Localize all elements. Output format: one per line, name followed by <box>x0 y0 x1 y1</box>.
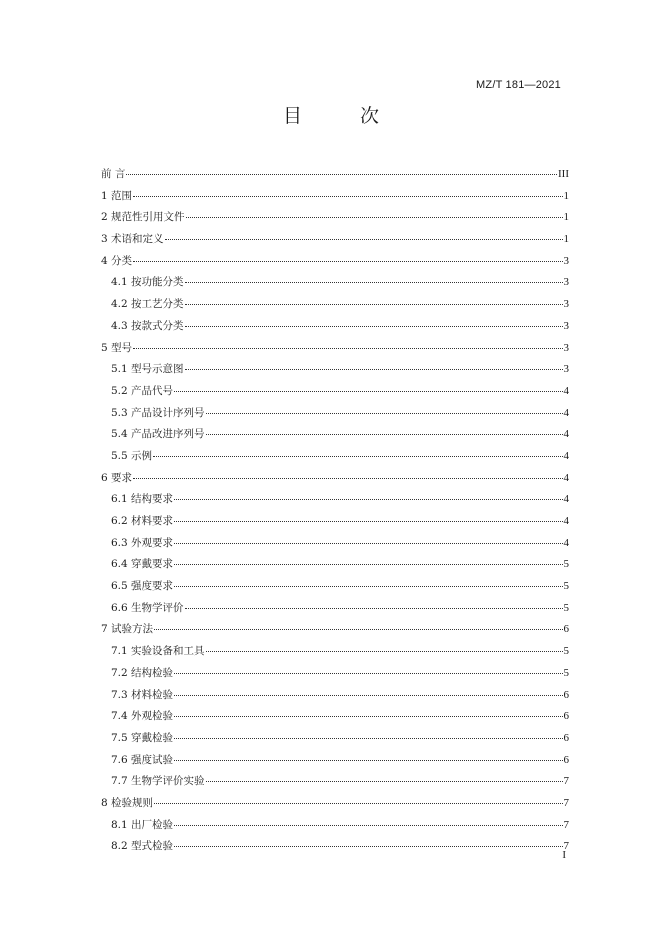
toc-entry-page: 4 <box>563 493 569 506</box>
toc-entry-page: 6 <box>563 710 569 723</box>
toc-dot-leader <box>133 196 562 197</box>
toc-dot-leader <box>165 239 563 240</box>
toc-entry-page: 6 <box>563 623 569 636</box>
toc-entry[interactable] <box>101 641 569 663</box>
toc-entry[interactable] <box>101 706 569 728</box>
toc-entry-page: 1 <box>563 211 569 224</box>
toc-dot-leader <box>174 738 562 739</box>
toc-entry-label: 3 术语和定义 <box>101 233 164 246</box>
toc-entry-label: 前 言 <box>101 168 126 180</box>
toc-entry[interactable] <box>101 272 569 294</box>
toc-entry-label: 5.1 型号示意图 <box>111 363 184 376</box>
toc-entry-label: 8 检验规则 <box>101 796 154 809</box>
toc-entry-label: 2 规范性引用文件 <box>101 211 185 224</box>
toc-entry[interactable] <box>101 207 569 229</box>
toc-entry-label: 7.6 强度试验 <box>111 753 174 766</box>
toc-entry-label: 6 要求 <box>101 471 133 484</box>
page-title: 目 次 <box>282 105 406 127</box>
toc-entry[interactable] <box>101 316 569 338</box>
toc-entry-page: 4 <box>563 428 569 441</box>
toc-entry[interactable] <box>101 533 569 555</box>
toc-entry-page: 5 <box>563 645 569 658</box>
toc-entry-label: 4.2 按工艺分类 <box>111 298 184 311</box>
toc-entry-page: 3 <box>563 319 569 332</box>
toc-entry-label: 5.5 示例 <box>111 449 153 462</box>
toc-dot-leader <box>185 608 563 609</box>
toc-entry-page: 1 <box>563 189 569 202</box>
toc-entry[interactable] <box>101 793 569 815</box>
toc-dot-leader <box>174 499 562 500</box>
toc-entry[interactable] <box>101 554 569 576</box>
toc-dot-leader <box>185 282 563 283</box>
toc-entry[interactable] <box>101 229 569 251</box>
toc-entry[interactable] <box>101 771 569 793</box>
toc-dot-leader <box>154 629 562 630</box>
toc-entry[interactable] <box>101 403 569 425</box>
toc-entry-label: 6.4 穿戴要求 <box>111 558 174 571</box>
page-number: I <box>562 849 566 861</box>
toc-entry-page: 1 <box>563 233 569 246</box>
toc-dot-leader <box>174 695 562 696</box>
toc-entry-page: 3 <box>563 363 569 376</box>
toc-entry-page: 5 <box>563 601 569 614</box>
toc-dot-leader <box>174 760 562 761</box>
toc-entry-label: 8.1 出厂检验 <box>111 818 174 831</box>
toc-entry-page: 6 <box>563 688 569 701</box>
toc-entry[interactable] <box>101 251 569 273</box>
toc-entry-label: 6.2 材料要求 <box>111 515 174 527</box>
toc-entry-label: 6.1 结构要求 <box>111 493 174 506</box>
toc-entry-label: 7 试验方法 <box>101 623 154 636</box>
toc-entry-page: 7 <box>563 818 569 831</box>
toc-dot-leader <box>174 586 562 587</box>
toc-entry[interactable] <box>101 446 569 468</box>
toc-entry-page: 4 <box>563 515 569 527</box>
toc-entry-page: 3 <box>563 341 569 354</box>
toc-dot-leader <box>154 803 562 804</box>
toc-dot-leader <box>174 564 562 565</box>
toc-entry-label: 5 型号 <box>101 341 133 354</box>
toc-entry[interactable] <box>101 294 569 316</box>
toc-entry-label: 5.3 产品设计序列号 <box>111 406 205 419</box>
toc-entry[interactable] <box>101 359 569 381</box>
toc-entry[interactable] <box>101 424 569 446</box>
toc-entry[interactable] <box>101 598 569 620</box>
toc-entry-page: 7 <box>563 775 569 788</box>
toc-entry-page: 5 <box>563 558 569 571</box>
toc-entry[interactable] <box>101 489 569 511</box>
toc-entry-page: 7 <box>563 796 569 809</box>
toc-dot-leader <box>174 825 562 826</box>
toc-entry-label: 6.6 生物学评价 <box>111 601 184 614</box>
toc-entry[interactable] <box>101 619 569 641</box>
toc-entry[interactable] <box>101 164 569 186</box>
toc-entry-page: 4 <box>563 384 569 397</box>
toc-dot-leader <box>126 174 557 175</box>
toc-entry-page: 3 <box>563 254 569 267</box>
toc-entry-label: 7.2 结构检验 <box>111 666 174 679</box>
standard-code: MZ/T 181—2021 <box>476 79 561 91</box>
toc-dot-leader <box>133 348 562 349</box>
toc-entry[interactable] <box>101 750 569 772</box>
toc-entry-page: 6 <box>563 731 569 744</box>
toc-entry-label: 5.2 产品代号 <box>111 384 174 397</box>
toc-dot-leader <box>185 369 563 370</box>
toc-entry-label: 4.3 按款式分类 <box>111 319 184 332</box>
toc-dot-leader <box>174 521 562 522</box>
toc-entry-label: 5.4 产品改进序列号 <box>111 428 205 441</box>
toc-dot-leader <box>174 543 562 544</box>
toc-entry[interactable] <box>101 836 569 858</box>
toc-entry-page: 5 <box>563 666 569 679</box>
toc-entry-page: 4 <box>563 536 569 549</box>
toc-dot-leader <box>174 846 562 847</box>
table-of-contents <box>101 164 569 858</box>
toc-entry-page: 4 <box>563 406 569 419</box>
toc-entry[interactable] <box>101 511 569 533</box>
toc-entry[interactable] <box>101 381 569 403</box>
toc-entry-page: 5 <box>563 580 569 593</box>
toc-dot-leader <box>133 261 562 262</box>
toc-entry[interactable] <box>101 186 569 208</box>
toc-dot-leader <box>206 434 563 435</box>
toc-dot-leader <box>174 716 562 717</box>
toc-entry-page: III <box>558 168 569 180</box>
toc-entry-label: 8.2 型式检验 <box>111 840 174 853</box>
toc-entry-page: 4 <box>563 449 569 462</box>
toc-dot-leader <box>174 391 562 392</box>
toc-dot-leader <box>206 413 563 414</box>
toc-entry[interactable] <box>101 468 569 490</box>
toc-entry[interactable] <box>101 338 569 360</box>
toc-entry-page: 6 <box>563 753 569 766</box>
toc-entry-page: 3 <box>563 298 569 311</box>
toc-entry[interactable] <box>101 728 569 750</box>
toc-entry-label: 1 范围 <box>101 189 133 202</box>
toc-dot-leader <box>206 651 563 652</box>
toc-dot-leader <box>185 326 563 327</box>
toc-dot-leader <box>174 673 562 674</box>
toc-entry-label: 7.1 实验设备和工具 <box>111 645 205 658</box>
toc-entry[interactable] <box>101 663 569 685</box>
toc-entry-label: 7.4 外观检验 <box>111 710 174 723</box>
toc-entry-label: 6.3 外观要求 <box>111 536 174 549</box>
toc-dot-leader <box>185 304 563 305</box>
toc-entry-label: 4 分类 <box>101 254 133 267</box>
toc-entry-label: 6.5 强度要求 <box>111 580 174 593</box>
toc-entry-label: 7.5 穿戴检验 <box>111 731 174 744</box>
toc-dot-leader <box>206 781 563 782</box>
toc-entry[interactable] <box>101 576 569 598</box>
toc-entry[interactable] <box>101 815 569 837</box>
toc-entry-label: 7.7 生物学评价实验 <box>111 775 205 788</box>
toc-dot-leader <box>186 217 563 218</box>
toc-entry-label: 7.3 材料检验 <box>111 688 174 701</box>
toc-dot-leader <box>153 456 562 457</box>
toc-entry[interactable] <box>101 685 569 707</box>
toc-entry-label: 4.1 按功能分类 <box>111 276 184 289</box>
toc-entry-page: 4 <box>563 471 569 484</box>
toc-entry-page: 3 <box>563 276 569 289</box>
toc-entry-page: 7 <box>563 840 569 853</box>
toc-dot-leader <box>133 478 562 479</box>
